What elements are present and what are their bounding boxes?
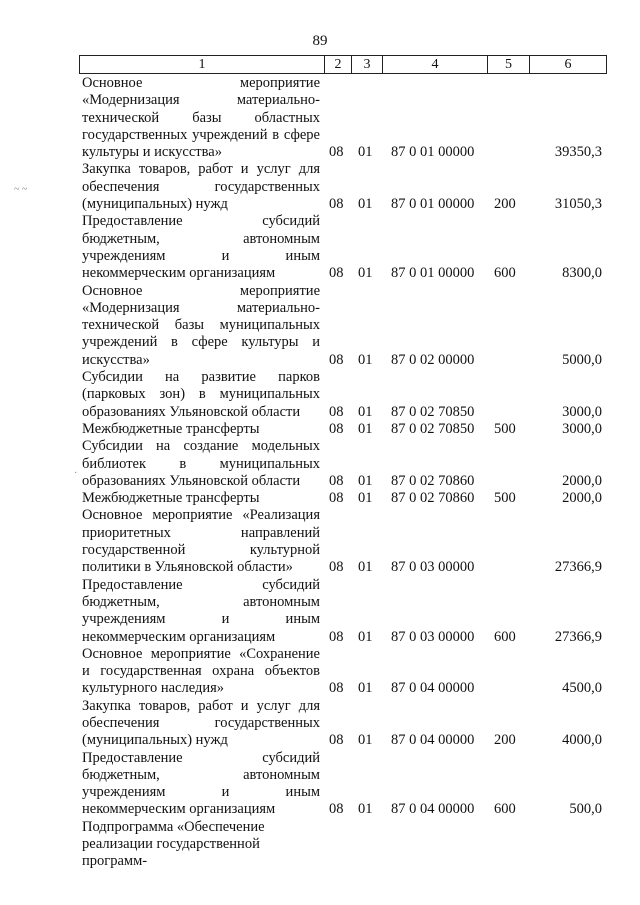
amount: 27366,9: [554, 628, 602, 645]
table-body: [0, 75, 640, 871]
subsection-code: 01: [358, 144, 373, 161]
target-article-code: 87 0 02 70850: [391, 420, 475, 437]
section-code: 08: [329, 144, 344, 161]
section-code: 08: [329, 559, 344, 576]
target-article-code: 87 0 02 00000: [391, 351, 475, 368]
table-row: [0, 438, 640, 490]
amount: 31050,3: [554, 196, 602, 213]
row-description: Закупка товаров, работ и услуг для обеспечения государственных (муниципальных) нужд: [82, 161, 320, 213]
amount: 4000,0: [562, 732, 602, 749]
section-code: 08: [329, 196, 344, 213]
section-code: 08: [329, 472, 344, 489]
amount: 2000,0: [562, 472, 602, 489]
row-description: Субсидии на развитие парков (парковых зон) в муниципальных образованиях Ульяновской области: [82, 369, 320, 420]
amount: 500,0: [569, 801, 602, 818]
header-col-4: 4: [382, 56, 487, 73]
page-number: 89: [312, 33, 328, 49]
table-row: [0, 283, 640, 369]
table-row: [0, 646, 640, 698]
subsection-code: 01: [358, 196, 373, 213]
expense-type-code: 200: [494, 732, 516, 749]
row-description: Предоставление субсидий бюджетным, автономным учреждениям и иным некоммерческим организациям: [82, 576, 320, 645]
subsection-code: 01: [358, 732, 373, 749]
subsection-code: 01: [358, 801, 373, 818]
subsection-code: 01: [358, 420, 373, 437]
section-code: 08: [329, 420, 344, 437]
row-description: Закупка товаров, работ и услуг для обеспечения государственных (муниципальных) нужд: [82, 697, 320, 749]
row-description: Межбюджетные трансферты: [82, 490, 260, 507]
amount: 5000,0: [562, 351, 602, 368]
header-col-2: 2: [324, 56, 351, 73]
target-article-code: 87 0 03 00000: [391, 559, 475, 576]
section-code: 08: [329, 403, 344, 420]
table-row: [0, 161, 640, 213]
table-header: [79, 55, 607, 74]
target-article-code: 87 0 01 00000: [391, 265, 475, 282]
amount: 8300,0: [562, 265, 602, 282]
row-description: Основное мероприятие «Модернизация материально-технической базы муниципальных учреждений в сфере культуры и искусства»: [82, 282, 320, 368]
target-article-code: 87 0 04 00000: [391, 801, 475, 818]
expense-type-code: 200: [494, 196, 516, 213]
row-description: Подпрограмма «Обеспечение реализации государственной программ-: [82, 818, 265, 870]
section-code: 08: [329, 732, 344, 749]
section-code: 08: [329, 490, 344, 507]
expense-type-code: 600: [494, 265, 516, 282]
section-code: 08: [329, 680, 344, 697]
expense-type-code: 600: [494, 628, 516, 645]
expense-type-code: 500: [494, 490, 516, 507]
table-row: [0, 75, 640, 161]
subsection-code: 01: [358, 472, 373, 489]
section-code: 08: [329, 265, 344, 282]
section-code: 08: [329, 628, 344, 645]
subsection-code: 01: [358, 680, 373, 697]
target-article-code: 87 0 02 70850: [391, 403, 475, 420]
row-description: Основное мероприятие «Сохранение и государственная охрана объектов культурного наследия»: [82, 645, 320, 697]
table-row: [0, 213, 640, 282]
subsection-code: 01: [358, 403, 373, 420]
amount: 2000,0: [562, 490, 602, 507]
target-article-code: 87 0 04 00000: [391, 680, 475, 697]
target-article-code: 87 0 03 00000: [391, 628, 475, 645]
table-row: [0, 369, 640, 421]
row-description: Межбюджетные трансферты: [82, 420, 260, 437]
expense-type-code: 600: [494, 801, 516, 818]
header-col-1: 1: [198, 57, 206, 72]
subsection-code: 01: [358, 490, 373, 507]
table-row: [0, 490, 640, 507]
amount: 4500,0: [562, 680, 602, 697]
target-article-code: 87 0 04 00000: [391, 732, 475, 749]
target-article-code: 87 0 02 70860: [391, 490, 475, 507]
header-col-3: 3: [351, 56, 382, 73]
table-row: [0, 819, 640, 871]
amount: 3000,0: [562, 403, 602, 420]
section-code: 08: [329, 801, 344, 818]
header-col-6: 6: [529, 56, 606, 73]
row-description: Предоставление субсидий бюджетным, автономным учреждениям и иным некоммерческим организациям: [82, 749, 320, 818]
table-row: [0, 507, 640, 576]
table-row: [0, 421, 640, 438]
subsection-code: 01: [358, 265, 373, 282]
table-row: [0, 577, 640, 646]
header-col-5: 5: [487, 56, 529, 73]
row-description: Предоставление субсидий бюджетным, автономным учреждениям и иным некоммерческим организациям: [82, 213, 320, 282]
table-row: [0, 698, 640, 750]
target-article-code: 87 0 01 00000: [391, 196, 475, 213]
subsection-code: 01: [358, 559, 373, 576]
section-code: 08: [329, 351, 344, 368]
scan-mark: ·: [74, 468, 78, 479]
amount: 39350,3: [554, 144, 602, 161]
scan-mark: ~ ~: [14, 184, 28, 195]
target-article-code: 87 0 02 70860: [391, 472, 475, 489]
row-description: Основное мероприятие «Модернизация материально-технической базы областных государственных учреждений в сфере культуры и искусства»: [82, 75, 320, 161]
row-description: Субсидии на создание модельных библиотек в муниципальных образованиях Ульяновской области: [82, 438, 320, 489]
table-row: [0, 750, 640, 819]
row-description: Основное мероприятие «Реализация приоритетных направлений государственной культурной политики в Ульяновской области»: [82, 507, 320, 576]
expense-type-code: 500: [494, 420, 516, 437]
subsection-code: 01: [358, 351, 373, 368]
amount: 27366,9: [554, 559, 602, 576]
target-article-code: 87 0 01 00000: [391, 144, 475, 161]
subsection-code: 01: [358, 628, 373, 645]
amount: 3000,0: [562, 420, 602, 437]
